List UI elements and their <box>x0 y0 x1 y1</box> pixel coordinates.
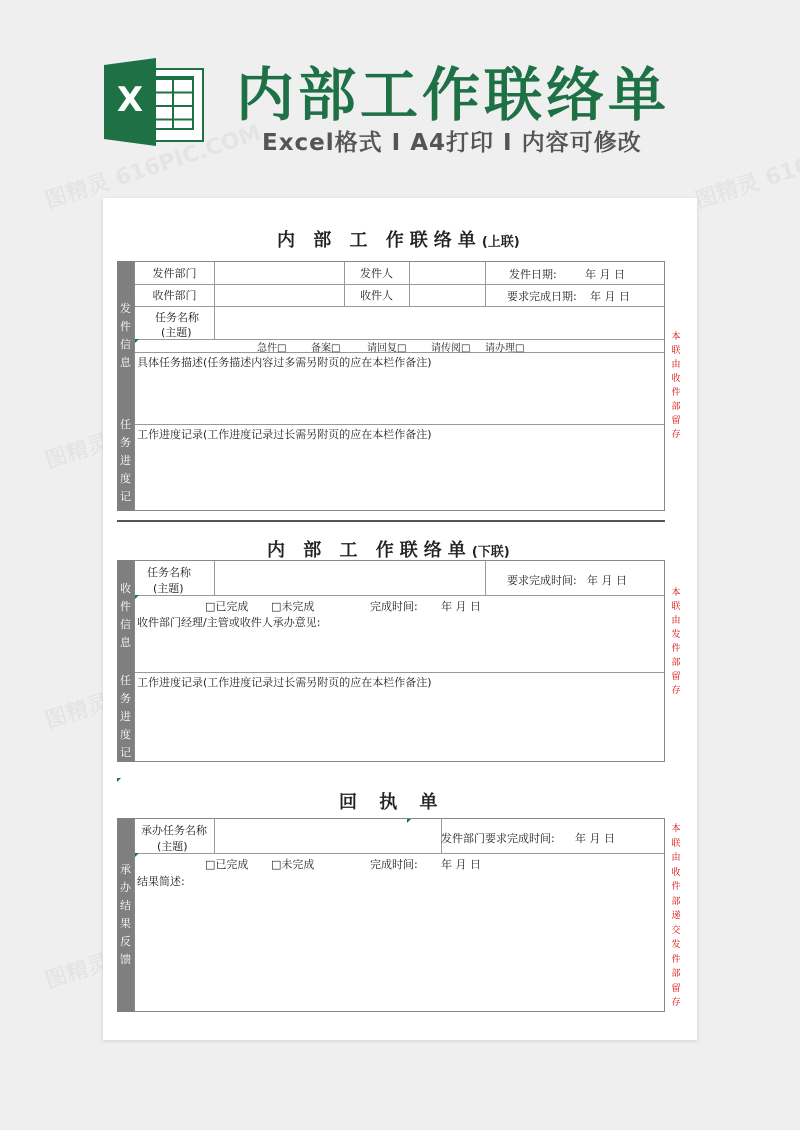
option-record[interactable]: 备案□ <box>311 343 341 354</box>
receipt-finish-time-label: 完成时间: <box>370 858 418 871</box>
option-handle[interactable]: 请办理□ <box>485 343 525 354</box>
lower-task-name-label: 任务名称 <box>147 566 191 579</box>
send-dept-field[interactable] <box>215 262 344 284</box>
lower-red-note: 本 联 由 发 件 部 留 存 <box>671 588 681 696</box>
task-description-label[interactable]: 具体任务描述(任务描述内容过多需另附页的应在本栏作备注) <box>137 356 432 369</box>
sender-field[interactable] <box>410 262 485 284</box>
lower-done-checkbox[interactable]: □已完成 <box>205 600 249 613</box>
upper-side-label-progress: 任 务 进 度 记 <box>117 411 134 511</box>
lower-finish-time-field[interactable]: 年 月 日 <box>441 600 481 613</box>
lower-form-table <box>134 560 665 762</box>
receipt-req-time-label: 发件部门要求完成时间: <box>441 832 555 845</box>
lower-form-title: 内 部 工 作联络单(下联) <box>267 540 510 561</box>
req-date-field[interactable]: 年 月 日 <box>590 290 630 303</box>
option-reply[interactable]: 请回复□ <box>367 343 407 354</box>
sender-label: 发件人 <box>360 267 393 280</box>
receiver-label: 收件人 <box>360 289 393 302</box>
lower-task-name-field[interactable] <box>215 561 485 595</box>
receipt-red-note: 本 联 由 收 件 部 递 交 发 件 部 留 存 <box>671 824 681 1008</box>
receipt-table <box>134 818 665 1012</box>
lower-progress-record-label[interactable]: 工作进度记录(工作进度记录过长需另附页的应在本栏作备注) <box>137 676 432 689</box>
receipt-task-name-sub: (主题) <box>157 840 188 853</box>
receipt-task-name-field[interactable] <box>215 819 441 853</box>
lower-finish-time-label: 完成时间: <box>370 600 418 613</box>
receipt-done-checkbox[interactable]: □已完成 <box>205 858 249 871</box>
upper-side-label-send: 发 件 信 息 <box>117 261 134 411</box>
recv-dept-field[interactable] <box>215 284 344 306</box>
lower-side-label-recv: 收 件 信 息 <box>117 560 134 672</box>
send-date-field[interactable]: 年 月 日 <box>585 268 625 281</box>
receipt-not-done-checkbox[interactable]: □未完成 <box>271 858 315 871</box>
receiver-field[interactable] <box>410 284 485 306</box>
cell-marker <box>135 853 139 857</box>
send-dept-label: 发件部门 <box>152 267 197 280</box>
task-name-label: 任务名称 <box>155 311 199 324</box>
lower-task-name-sub: (主题) <box>153 582 184 595</box>
progress-record-label[interactable]: 工作进度记录(工作进度记录过长需另附页的应在本栏作备注) <box>137 428 432 441</box>
lower-side-label-progress: 任 务 进 度 记 <box>117 672 134 762</box>
receipt-result-label[interactable]: 结果简述: <box>137 875 185 888</box>
banner-subtitle: Excel格式 I A4打印 I 内容可修改 <box>262 130 642 156</box>
receipt-side-label: 承 办 结 果 反 馈 <box>117 818 134 1012</box>
receipt-title: 回 执 单 <box>339 792 446 813</box>
upper-form-title: 内 部 工 作联络单(上联) <box>277 230 520 251</box>
receipt-finish-time-field[interactable]: 年 月 日 <box>441 858 481 871</box>
task-name-sub: (主题) <box>161 326 192 339</box>
task-name-field[interactable] <box>215 306 664 339</box>
receipt-req-time-field[interactable]: 年 月 日 <box>575 832 615 845</box>
cell-marker <box>407 819 411 823</box>
option-circulate[interactable]: 请传阅□ <box>431 343 471 354</box>
req-date-label: 要求完成日期: <box>507 290 577 303</box>
lower-not-done-checkbox[interactable]: □未完成 <box>271 600 315 613</box>
cell-marker <box>117 778 121 782</box>
recv-dept-label: 收件部门 <box>152 289 197 302</box>
send-date-label: 发件日期: <box>509 268 557 281</box>
upper-form-table <box>134 261 665 511</box>
cell-marker <box>135 595 139 599</box>
lower-req-time-field[interactable]: 年 月 日 <box>587 574 627 587</box>
receipt-task-name-label: 承办任务名称 <box>141 824 207 837</box>
form-paper <box>103 198 697 1040</box>
banner-title: 内部工作联络单 <box>236 61 671 129</box>
lower-req-time-label: 要求完成时间: <box>507 574 577 587</box>
option-urgent[interactable]: 急件□ <box>257 343 287 354</box>
upper-red-note: 本 联 由 收 件 部 留 存 <box>671 332 681 440</box>
lower-opinion-label[interactable]: 收件部门经理/主管或收件人承办意见: <box>137 616 321 629</box>
separator-line <box>117 520 665 522</box>
banner-header <box>0 0 800 190</box>
cell-marker <box>135 339 139 343</box>
excel-logo-icon: X <box>104 58 202 146</box>
